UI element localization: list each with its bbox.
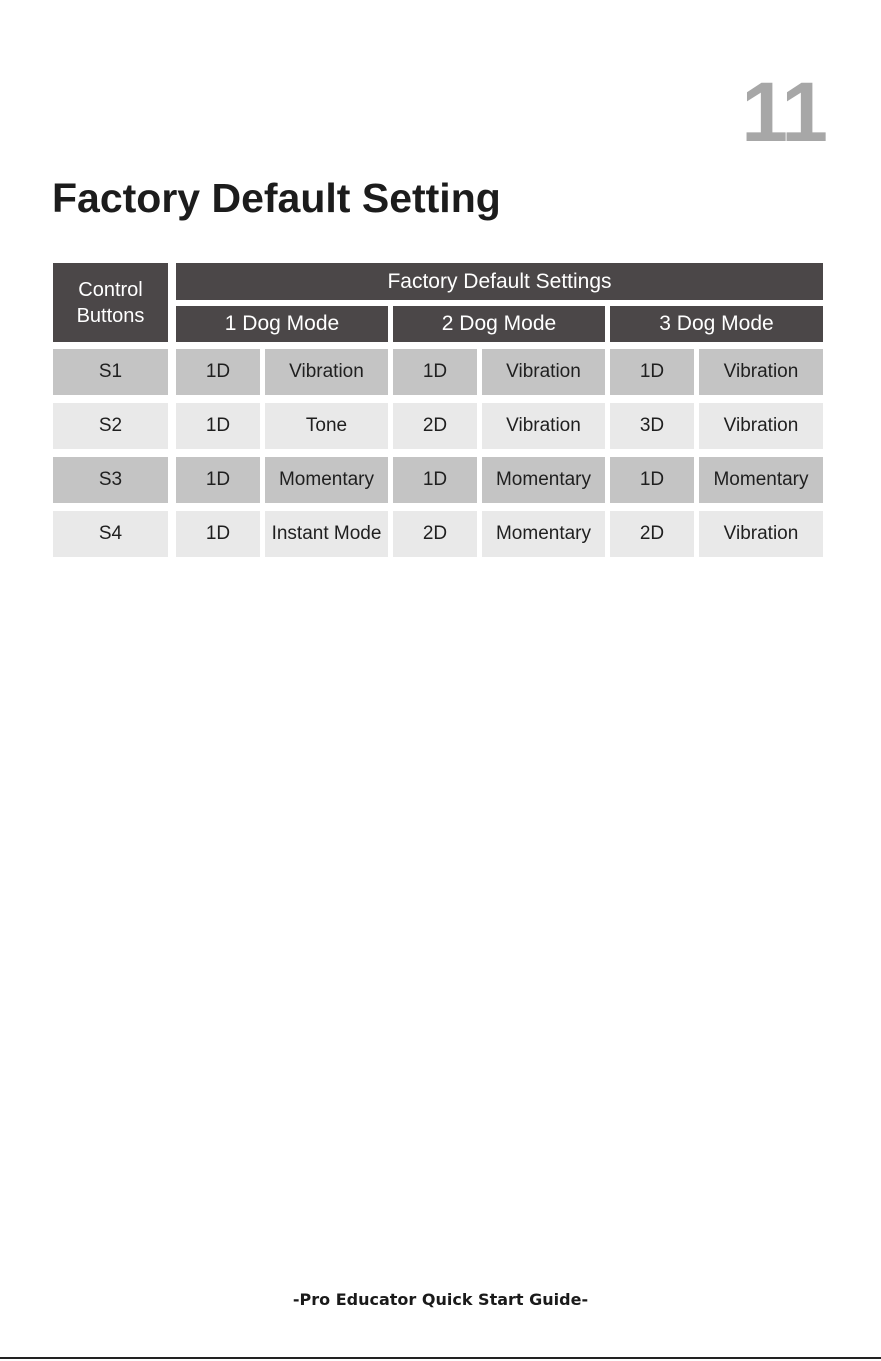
mode-header-3: 3 Dog Mode: [610, 306, 823, 342]
table-cell: 2D: [393, 403, 477, 449]
table-cell: 1D: [610, 349, 694, 395]
table-cell: Tone: [265, 403, 388, 449]
page-number: 11: [741, 65, 826, 159]
bottom-divider: [0, 1357, 881, 1359]
table-cell: Momentary: [699, 457, 823, 503]
page-title: Factory Default Setting: [52, 175, 501, 221]
mode-header-1: 1 Dog Mode: [176, 306, 388, 342]
table-cell: 2D: [393, 511, 477, 557]
button-cell: S2: [53, 403, 168, 449]
table-cell: 2D: [610, 511, 694, 557]
control-header-line-2: Buttons: [76, 304, 145, 327]
table-cell: 1D: [610, 457, 694, 503]
button-cell: S3: [53, 457, 168, 503]
table-cell: 1D: [393, 457, 477, 503]
table-cell: Vibration: [699, 349, 823, 395]
table-cell: 1D: [176, 403, 260, 449]
table-cell: Vibration: [699, 403, 823, 449]
table-cell: 1D: [176, 511, 260, 557]
button-cell: S4: [53, 511, 168, 557]
table-cell: Momentary: [265, 457, 388, 503]
table-cell: Momentary: [482, 511, 605, 557]
table-cell: Vibration: [265, 349, 388, 395]
table-cell: Instant Mode: [265, 511, 388, 557]
table-cell: 1D: [176, 349, 260, 395]
table-cell: Vibration: [482, 349, 605, 395]
table-cell: Momentary: [482, 457, 605, 503]
table-cell: 3D: [610, 403, 694, 449]
button-cell: S1: [53, 349, 168, 395]
control-header-line-1: Control: [78, 278, 143, 301]
table-cell: Vibration: [482, 403, 605, 449]
table-cell: 1D: [176, 457, 260, 503]
control-buttons-header: [53, 263, 168, 342]
mode-header-2: 2 Dog Mode: [393, 306, 605, 342]
footer-guide-title: -Pro Educator Quick Start Guide-: [292, 1290, 589, 1309]
table-cell: Vibration: [699, 511, 823, 557]
factory-default-settings-header: Factory Default Settings: [176, 263, 823, 300]
table-cell: 1D: [393, 349, 477, 395]
